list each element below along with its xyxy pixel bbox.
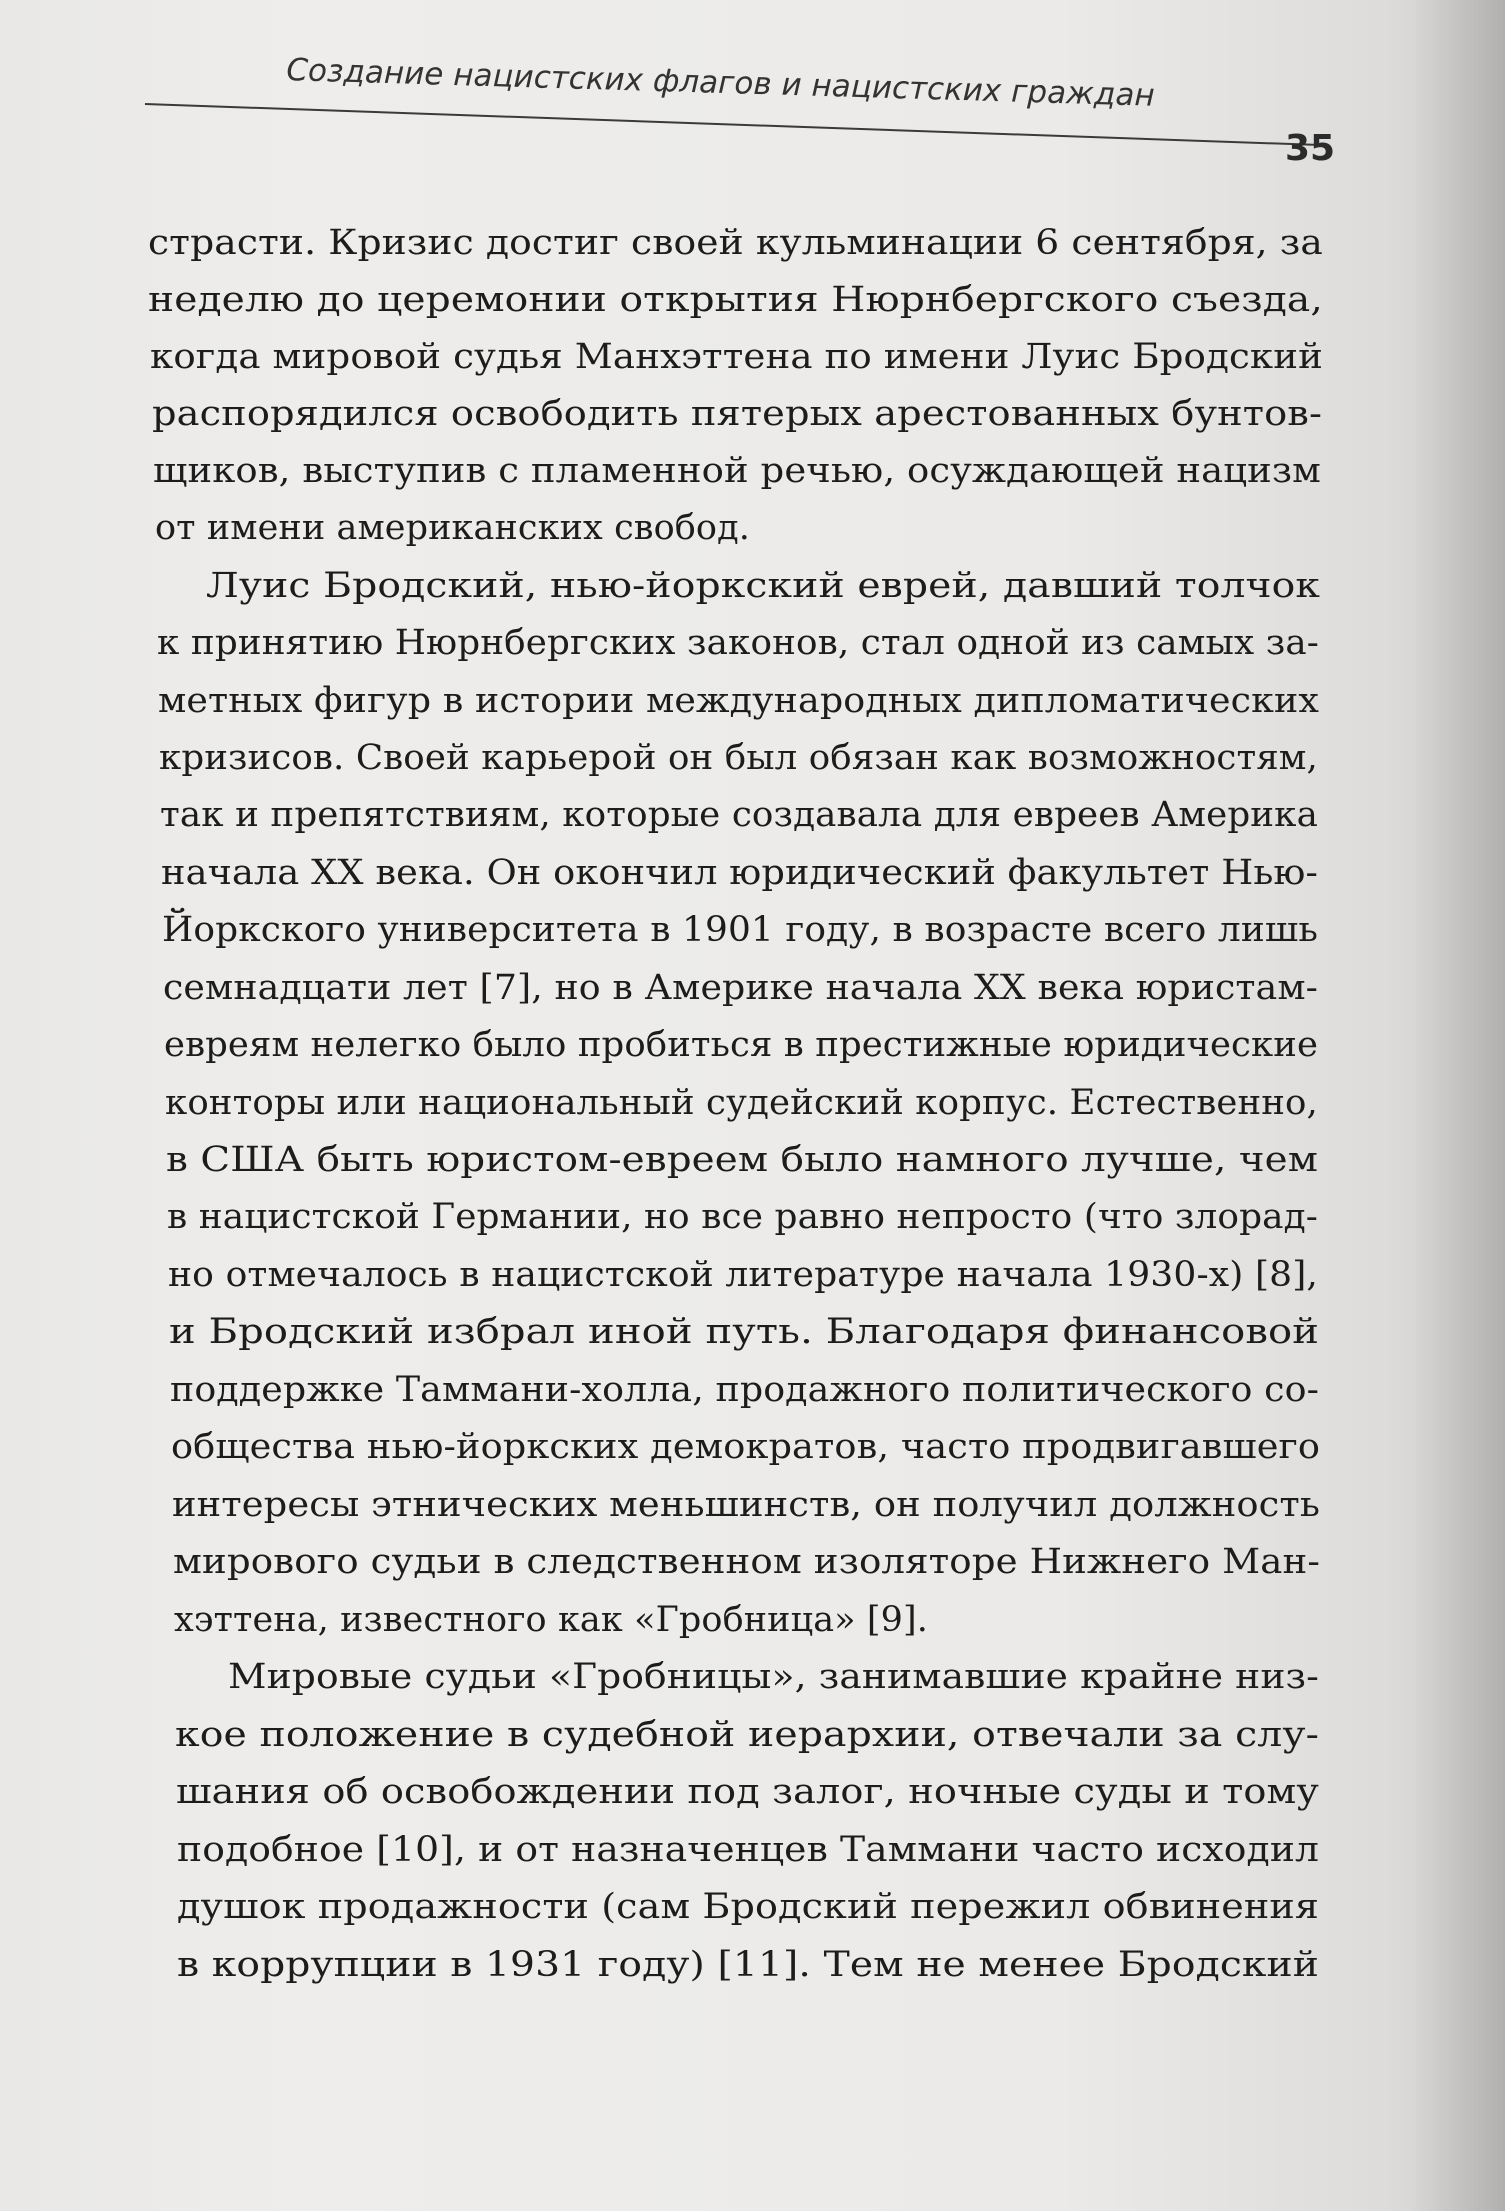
text-line: Йоркского университета в 1901 году, в возрасте всего лишь xyxy=(162,910,1319,950)
text-line: к принятию Нюрнбергских законов, стал одной из самых за- xyxy=(157,623,1319,663)
text-line: семнадцати лет [7], но в Америке начала XX века юристам- xyxy=(163,968,1319,1008)
text-line: метных фигур в истории международных дипломатических xyxy=(158,681,1320,721)
text-line: неделю до церемонии открытия Нюрнбергского съезда, xyxy=(148,280,1323,320)
text-line: конторы или национальный судейский корпус. Естественно, xyxy=(165,1083,1318,1123)
text-line: в США быть юристом-евреем было намного лучше, чем xyxy=(166,1140,1319,1180)
text-line: душок продажности (сам Бродский пережил обвинения xyxy=(177,1887,1320,1927)
text-line: хэттена, известного как «Гробница» [9]. xyxy=(174,1600,929,1640)
text-line: кризисов. Своей карьерой он был обязан как возможностям, xyxy=(159,738,1318,778)
text-line: Луис Бродский, нью-йоркский еврей, давший толчок xyxy=(206,566,1321,606)
text-line: поддержке Таммани-холла, продажного политического со- xyxy=(170,1370,1319,1410)
page-number: 35 xyxy=(1285,128,1336,169)
text-line: так и препятствиям, которые создавала для евреев Америка xyxy=(160,795,1318,835)
text-line: и Бродский избрал иной путь. Благодаря финансовой xyxy=(169,1312,1320,1352)
text-line: мирового судьи в следственном изоляторе Нижнего Ман- xyxy=(173,1542,1320,1582)
text-line: когда мировой судья Манхэттена по имени Луис Бродский xyxy=(150,337,1323,377)
text-line: щиков, выступив с пламенной речью, осуждающей нацизм xyxy=(153,451,1322,491)
text-line: евреям нелегко было пробиться в престижные юридические xyxy=(164,1025,1319,1065)
text-line: от имени американских свобод. xyxy=(155,508,750,548)
text-line: в коррупции в 1931 году) [11]. Тем не менее Бродский xyxy=(177,1945,1320,1985)
text-line: подобное [10], и от назначенцев Таммани часто исходил xyxy=(177,1830,1320,1870)
text-line: начала XX века. Он окончил юридический факультет Нью- xyxy=(161,853,1319,893)
text-line: Мировые судьи «Гробницы», занимавшие крайне низ- xyxy=(228,1657,1319,1697)
text-line: распорядился освободить пятерых арестованных бунтов- xyxy=(152,394,1323,434)
text-line: кое положение в судебной иерархии, отвечали за слу- xyxy=(175,1715,1320,1755)
text-line: общества нью-йоркских демократов, часто продвигавшего xyxy=(171,1427,1321,1467)
text-line: интересы этнических меньшинств, он получил должность xyxy=(172,1485,1321,1525)
text-line: в нацистской Германии, но все равно непросто (что злорад- xyxy=(167,1197,1319,1237)
text-line: страсти. Кризис достиг своей кульминации 6 сентября, за xyxy=(148,223,1323,263)
text-line: шания об освобождении под залог, ночные суды и тому xyxy=(176,1772,1319,1812)
text-line: но отмечалось в нацистской литературе начала 1930-х) [8], xyxy=(168,1255,1318,1295)
running-head: Создание нацистских флагов и нацистских граждан xyxy=(285,52,1156,114)
page-edge-shadow xyxy=(1410,0,1505,2211)
